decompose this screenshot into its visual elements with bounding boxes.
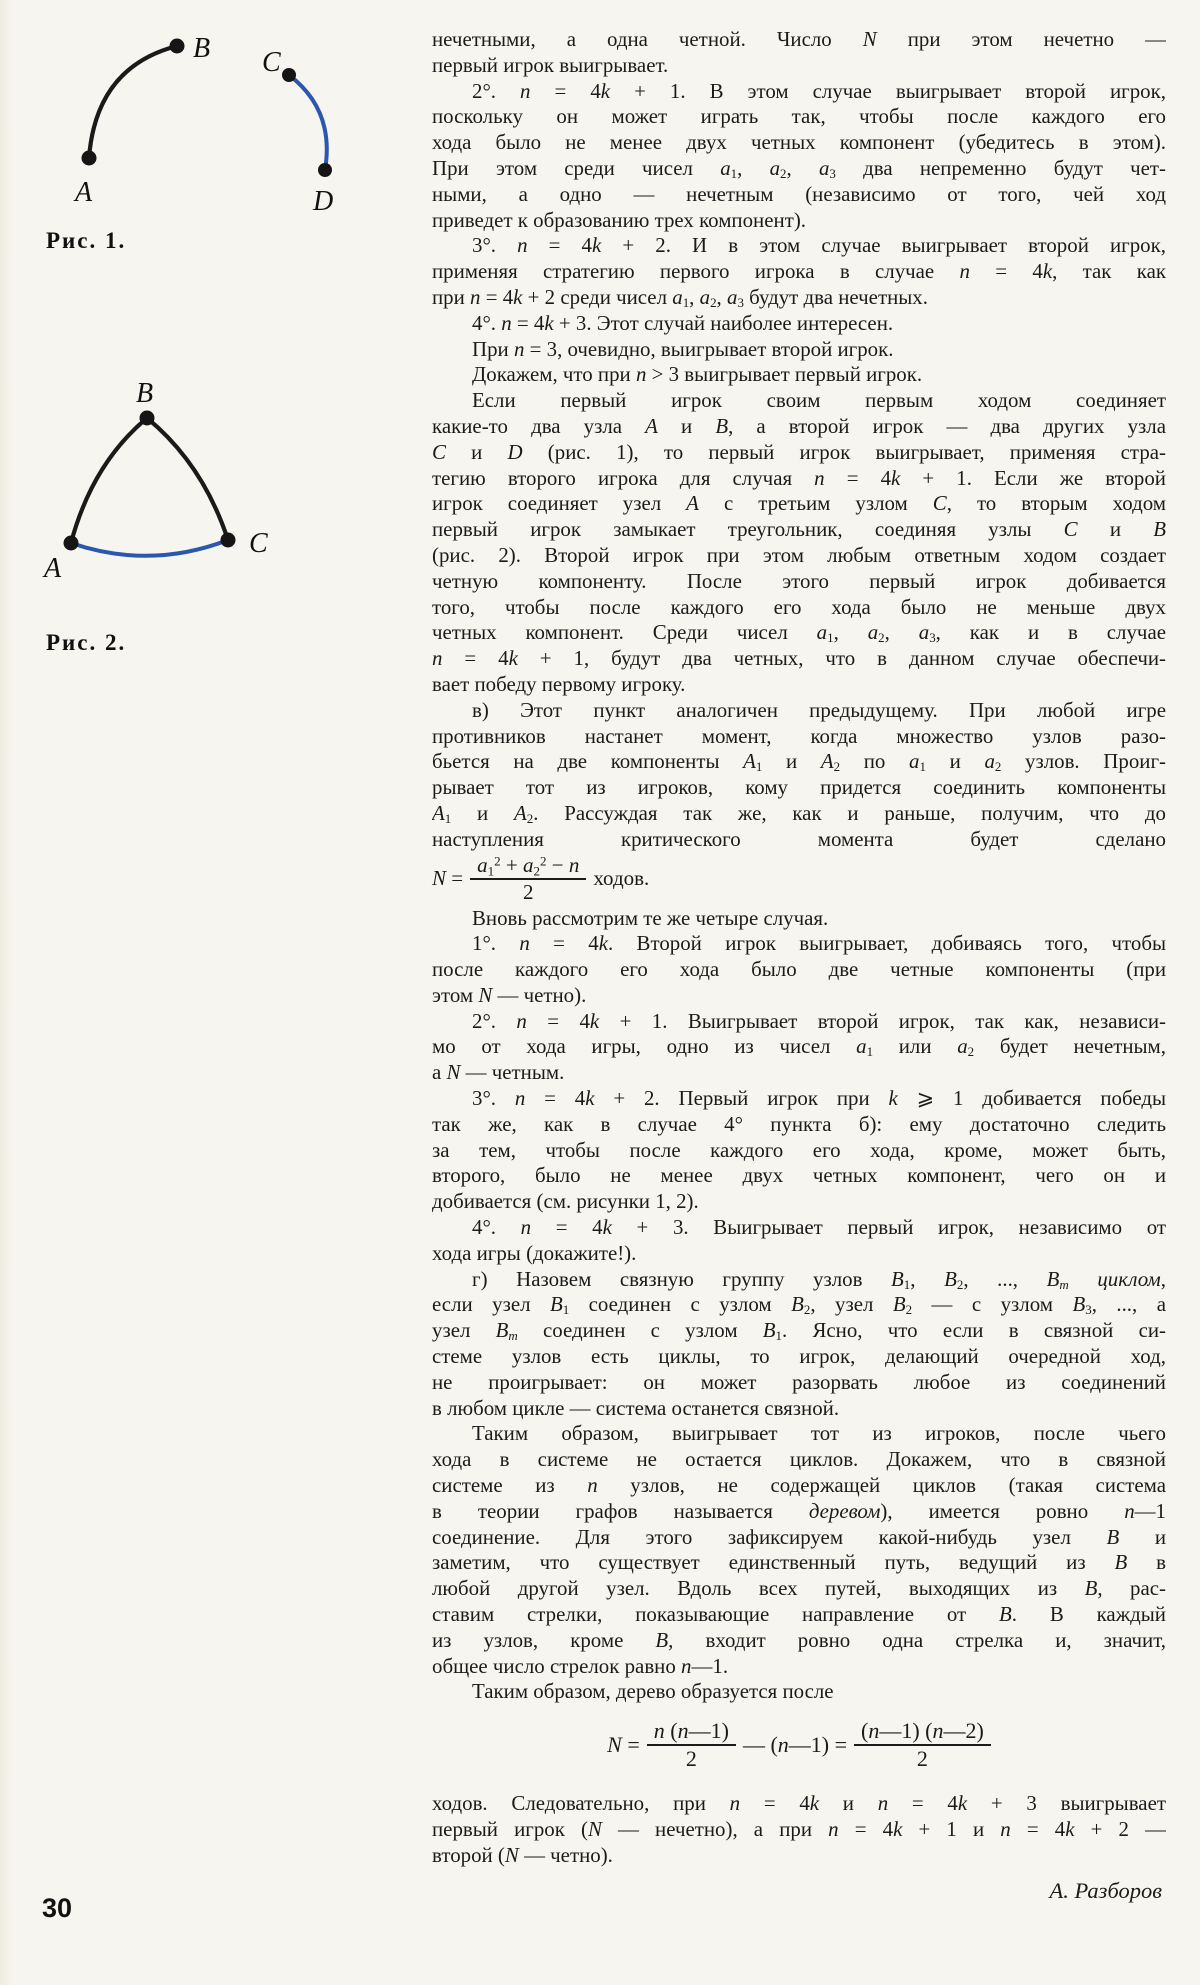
formula: [432, 852, 1166, 904]
text-line: второго, было не менее двух четных компонент, чего он и: [432, 1163, 1166, 1188]
text-line: первый игрок замыкает треугольник, соединяя узлы C и B: [432, 517, 1166, 542]
text-column: [432, 27, 1166, 1904]
text-line: в любом цикле — система останется связной.: [432, 1395, 840, 1420]
text-line: добивается (см. рисунки 1, 2).: [432, 1189, 699, 1214]
text-line: 3°. n = 4k + 2. Первый игрок при k ⩾ 1 добивается победы: [472, 1086, 1166, 1111]
formula-text: — (n—1) =: [742, 1732, 847, 1758]
text-line: не проигрывает: он может разорвать любое из соединений: [432, 1369, 1166, 1394]
text-line: ходов. Следовательно, при n = 4k и n = 4k + 3 выигрывает: [432, 1791, 1166, 1816]
fig1-edge-cd: [289, 75, 327, 170]
figure-1: [30, 15, 370, 220]
text-line: г) Назовем связную группу узлов $B_1$, $B_2$, ..., $B_m$ циклом,: [472, 1266, 1166, 1292]
signature: А. Разборов: [1049, 1877, 1162, 1903]
text-line: ными, а одно — нечетным (независимо от того, чей ход: [432, 181, 1166, 206]
text-line: наступления критического момента будет сделано: [432, 826, 1166, 851]
text-line: бьется на две компоненты $A_1$ и $A_2$ по $a_1$ и $a_2$ узлов. Проиг-: [432, 749, 1166, 775]
fraction: $\frac{a_1^2 + a_2^2 - n}{2}$: [470, 854, 586, 903]
text-line: любой другой узел. Вдоль всех путей, выходящих из B, рас-: [432, 1576, 1166, 1601]
fig1-edge-ab: [89, 46, 177, 158]
text-line: 3°. n = 4k + 2. И в этом случае выигрывает второй игрок,: [472, 233, 1166, 258]
text-line: 4°. n = 4k + 3. Этот случай наиболее интересен.: [472, 310, 894, 335]
text-line: после каждого его хода было две четные компоненты (при: [432, 957, 1166, 982]
text-line: поскольку он может играть так, чтобы после каждого его: [432, 104, 1166, 129]
text-line: n = 4k + 1, будут два четных, что в данном случае обеспечи-: [432, 646, 1166, 671]
text-line: первый игрок выигрывает.: [432, 52, 669, 77]
text-line: в теории графов называется деревом), имеется ровно n—1: [432, 1498, 1166, 1523]
formula-text: N =: [607, 1732, 640, 1758]
text-line: применяя стратегию первого игрока в случае n = 4k, так как: [432, 259, 1166, 284]
fig2-node-c-label: C: [249, 528, 268, 559]
fig2-edge-bc: [147, 418, 228, 540]
fig2-caption: Рис. 2.: [46, 630, 127, 655]
text-line: 1°. n = 4k. Второй игрок выигрывает, добиваясь того, чтобы: [472, 931, 1166, 956]
text-line: если узел $B_1$ соединен с узлом $B_2$, узел $B_2$ — с узлом $B_3$, ..., а: [432, 1292, 1166, 1318]
text-line: При этом среди чисел $a_1$, $a_2$, $a_3$ два непременно будут чет-: [432, 155, 1166, 182]
text-line: тегию второго игрока для случая n = 4k + 1. Если же второй: [432, 465, 1166, 490]
text-line: того, чтобы после каждого его хода было не меньше двух: [432, 594, 1166, 619]
fig2-edge-ac: [71, 540, 228, 556]
fig2-node-b-dot: [140, 411, 155, 426]
text-line: Если первый игрок своим первым ходом соединяет: [472, 388, 1166, 413]
text-line: приведет к образованию трех компонент).: [432, 207, 807, 232]
figure-2: [30, 380, 370, 610]
text-line: 2°. n = 4k + 1. В этом случае выигрывает второй игрок,: [472, 78, 1166, 103]
text-line: C и D (рис. 1), то первый игрок выигрывает, применяя стра-: [432, 439, 1166, 464]
text-line: Таким образом, дерево образуется после: [472, 1679, 834, 1704]
text-line: так же, как в случае 4° пункта б): ему достаточно следить: [432, 1111, 1166, 1136]
text-line: ставим стрелки, показывающие направление от B. В каждый: [432, 1602, 1166, 1627]
fig1-node-b-label: B: [193, 33, 211, 64]
fig2-node-a-label: A: [44, 553, 62, 584]
text-line: этом N — четно).: [432, 982, 587, 1007]
text-line: При n = 3, очевидно, выигрывает второй игрок.: [472, 336, 894, 361]
text-line: заметим, что существует единственный путь, ведущий из B в: [432, 1550, 1166, 1575]
text-line: вает победу первому игроку.: [432, 671, 686, 696]
text-line: рывает тот из игроков, кому придется соединить компоненты: [432, 775, 1166, 800]
formula-text: ходов.: [593, 866, 650, 890]
formula-text: N =: [432, 866, 464, 890]
text-line: четную компоненту. После этого первый игрок добивается: [432, 568, 1166, 593]
fig2-node-a-dot: [64, 536, 79, 551]
text-line: четных компонент. Среди чисел $a_1$, $a_2$, $a_3$, как и в случае: [432, 620, 1166, 646]
fig1-node-d-label: D: [313, 186, 334, 217]
text-line: Докажем, что при n > 3 выигрывает первый игрок.: [472, 362, 923, 387]
text-line: а N — четным.: [432, 1060, 565, 1085]
text-line: первый игрок (N — нечетно), а при n = 4k + 1 и n = 4k + 2 —: [432, 1817, 1166, 1841]
text-line: 2°. n = 4k + 1. Выигрывает второй игрок, так как, независи-: [472, 1008, 1166, 1033]
text-line: стеме узлов есть циклы, то игрок, делающий очередной ход,: [432, 1344, 1166, 1369]
text-line: при n = 4k + 2 среди чисел $a_1$, $a_2$, $a_3$ будут два нечетных.: [432, 284, 928, 311]
fig1-caption: Рис. 1.: [46, 228, 127, 253]
text-line: (рис. 2). Второй игрок при этом любым ответным ходом создает: [432, 542, 1166, 567]
fig2-edge-ba: [71, 418, 147, 543]
fig1-node-a-dot: [82, 151, 97, 166]
fig1-node-c-label: C: [262, 47, 281, 78]
text-line: $A_1$ и $A_2$. Рассуждая так же, как и раньше, получим, что до: [432, 800, 1166, 827]
text-line: узел $B_m$ соединен с узлом $B_1$. Ясно, что если в связной си-: [432, 1318, 1166, 1344]
fig1-node-b-dot: [170, 39, 185, 54]
formula: [432, 1713, 1166, 1777]
fig1-node-d-dot: [318, 163, 332, 177]
text-line: системе из n узлов, не содержащей циклов (такая система: [432, 1473, 1166, 1498]
fraction: $\frac{n (n—1)}{2}$: [647, 1719, 736, 1771]
text-line: 4°. n = 4k + 3. Выигрывает первый игрок, независимо от: [472, 1215, 1166, 1240]
text-line: мо от хода игры, одно из чисел $a_1$ или $a_2$ будет нечетным,: [432, 1034, 1166, 1060]
text-line: какие-то два узла A и B, а второй игрок — два других узла: [432, 413, 1166, 438]
text-line: в) Этот пункт аналогичен предыдущему. При любой игре: [472, 697, 1166, 722]
text-line: второй (N — четно).: [432, 1842, 613, 1867]
fig2-node-c-dot: [221, 533, 236, 548]
text-line: хода игры (докажите!).: [432, 1240, 637, 1265]
fraction: $\frac{(n—1) (n—2)}{2}$: [854, 1719, 991, 1771]
text-line: противников настанет момент, когда множество узлов разо-: [432, 723, 1166, 748]
text-line: соединение. Для этого зафиксируем какой-нибудь узел B и: [432, 1524, 1166, 1549]
page-number: 30: [42, 1893, 73, 1923]
text-line: из узлов, кроме B, входит ровно одна стрелка и, значит,: [432, 1627, 1166, 1652]
fig2-node-b-label: B: [136, 380, 154, 409]
text-line: игрок соединяет узел A с третьим узлом C, то вторым ходом: [432, 491, 1166, 516]
text-line: хода в системе не остается циклов. Докажем, что в связной: [432, 1447, 1166, 1472]
fig1-node-a-label: A: [75, 177, 93, 208]
text-line: общее число стрелок равно n—1.: [432, 1653, 729, 1678]
text-line: Вновь рассмотрим те же четыре случая.: [472, 905, 829, 930]
text-line: хода было не менее двух четных компонент (убедитесь в этом).: [432, 130, 1166, 155]
text-line: нечетными, а одна четной. Число N при этом нечетно —: [432, 27, 1166, 51]
text-line: Таким образом, выигрывает тот из игроков, после чьего: [472, 1421, 1166, 1446]
text-line: за тем, чтобы после каждого его хода, кроме, может быть,: [432, 1137, 1166, 1162]
fig1-node-c-dot: [282, 68, 296, 82]
